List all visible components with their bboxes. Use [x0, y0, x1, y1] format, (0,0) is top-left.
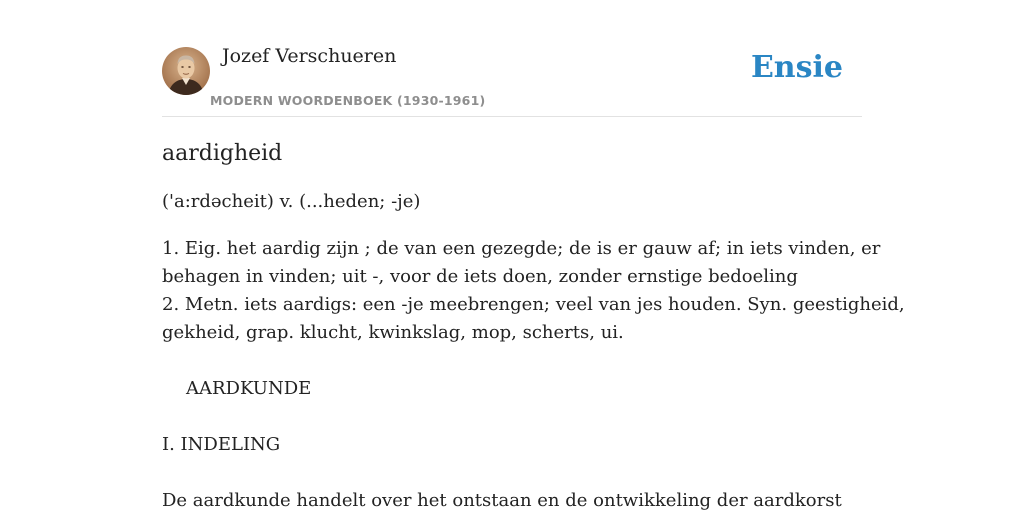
section-heading: AARDKUNDE	[186, 378, 312, 399]
header	[162, 40, 862, 117]
definition-body	[162, 235, 905, 512]
author-avatar[interactable]	[162, 47, 210, 95]
paragraph-line: De aardkunde handelt over het ontstaan en de ontwikkeling der aardkorst	[162, 490, 842, 511]
spacer	[162, 459, 862, 487]
headword: aardigheid	[162, 141, 283, 166]
pronunciation: ('a:rdəcheit) v. (...heden; -je)	[162, 191, 421, 212]
portrait-icon	[162, 47, 210, 95]
spacer	[162, 347, 862, 375]
definition-line: behagen in vinden; uit -, voor de iets doen, zonder ernstige bedoeling	[162, 266, 798, 287]
definition-line: gekheid, grap. klucht, kwinkslag, mop, scherts, ui.	[162, 322, 624, 343]
definition-line: 1. Eig. het aardig zijn ; de van een gezegde; de is er gauw af; in iets vinden, er	[162, 238, 881, 259]
entry-content	[162, 136, 905, 512]
source-label[interactable]: MODERN WOORDENBOEK (1930-1961)	[210, 93, 486, 108]
spacer	[162, 403, 862, 431]
ensie-logo[interactable]: Ensie	[750, 50, 843, 85]
definition-line: 2. Metn. iets aardigs: een -je meebrengen; veel van jes houden. Syn. geestigheid,	[162, 294, 905, 315]
subsection-heading: I. INDELING	[162, 434, 281, 455]
author-name[interactable]: Jozef Verschueren	[222, 45, 397, 67]
